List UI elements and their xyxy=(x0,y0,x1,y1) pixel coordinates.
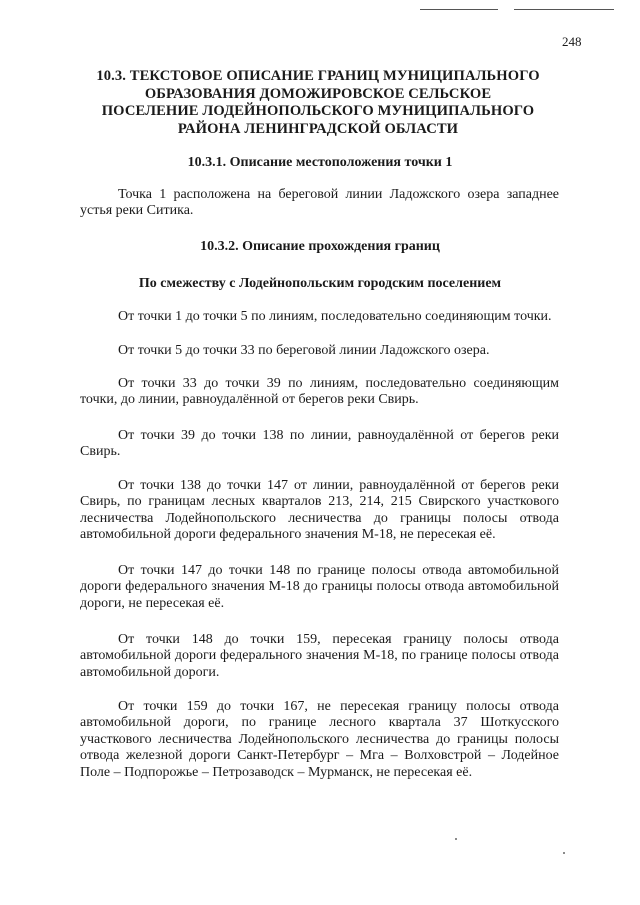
boundary-paragraph: От точки 138 до точки 147 от линии, равноудалённой от берегов реки Свирь, по границам лесных кварталов 213, 214, 215 Свирского участкового лесничества Лодейнопольского лесничества до границы полосы отвода автомобильной дороги федерального значения М-18, не пересекая её. xyxy=(80,478,559,543)
boundary-paragraph: От точки 1 до точки 5 по линиям, последовательно соединяющим точки. xyxy=(118,309,552,324)
section-2-subheading: По смежеству с Лодейнопольским городским поселением xyxy=(138,276,502,291)
document-title: 10.3. ТЕКСТОВОЕ ОПИСАНИЕ ГРАНИЦ МУНИЦИПАЛЬНОГО ОБРАЗОВАНИЯ ДОМОЖИРОВСКОЕ СЕЛЬСКОЕ ПОСЕЛЕНИЕ ЛОДЕЙНОПОЛЬСКОГО МУНИЦИПАЛЬНОГО РАЙОНА ЛЕНИНГРАДСКОЙ ОБЛАСТИ xyxy=(96,68,540,137)
boundary-paragraph: От точки 5 до точки 33 по береговой линии Ладожского озера. xyxy=(118,343,490,358)
boundary-paragraph: От точки 147 до точки 148 по границе полосы отвода автомобильной дороги федерального значения М-18 до границы полосы отвода автомобильной дороги, не пересекая её. xyxy=(80,563,559,611)
page-number: 248 xyxy=(562,34,582,49)
scan-top-rule xyxy=(514,9,614,10)
section-1-paragraph: Точка 1 расположена на береговой линии Ладожского озера западнее устья реки Ситика. xyxy=(80,187,559,219)
boundary-paragraph: От точки 159 до точки 167, не пересекая границу полосы отвода автомобильной дороги, по границе лесного квартала 37 Шоткусского участкового лесничества Лодейнопольского лесничества до границы полосы отвода железной дороги Санкт-Петербург – Мга – Волховстрой – Лодейное Поле – Подпорожье – Петрозаводск – Мурманск, не пересекая её. xyxy=(80,699,559,780)
boundary-paragraph: От точки 33 до точки 39 по линиям, последовательно соединяющим точки, до линии, равноудалённой от берегов реки Свирь. xyxy=(80,376,559,408)
scan-top-rule xyxy=(420,9,498,10)
section-1-heading: 10.3.1. Описание местоположения точки 1 xyxy=(187,155,453,170)
section-2-heading: 10.3.2. Описание прохождения границ xyxy=(200,239,440,254)
boundary-paragraph: От точки 39 до точки 138 по линии, равноудалённой от берегов реки Свирь. xyxy=(80,428,559,460)
scan-speck xyxy=(455,838,457,840)
scan-speck xyxy=(563,852,565,854)
boundary-paragraph: От точки 148 до точки 159, пересекая границу полосы отвода автомобильной дороги федерального значения М-18, по границе полосы отвода автомобильной дороги. xyxy=(80,632,559,680)
